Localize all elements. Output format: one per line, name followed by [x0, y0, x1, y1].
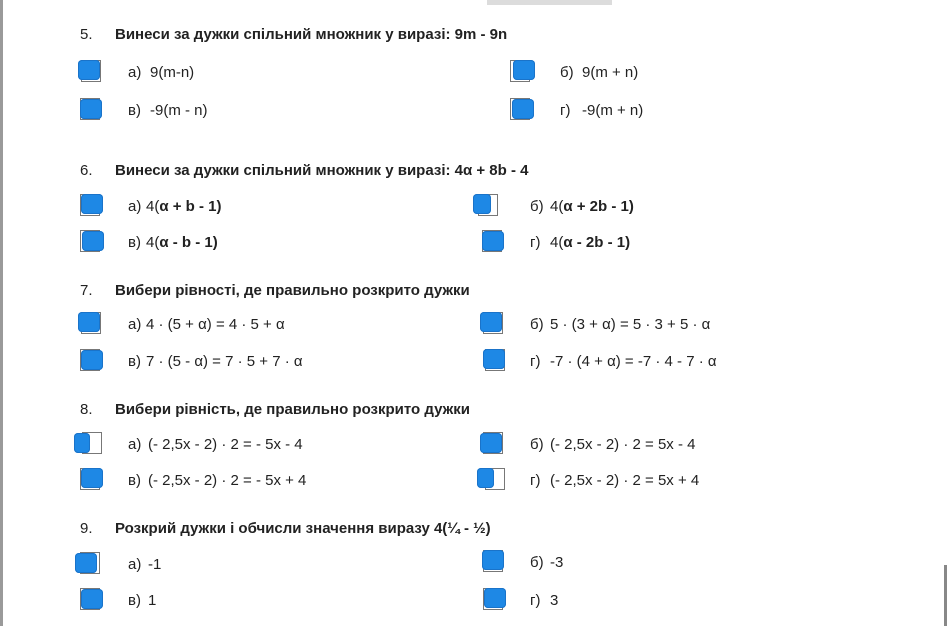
option-letter: а): [128, 556, 142, 573]
option-letter: б): [530, 554, 544, 571]
option-text: 4(α - b - 1): [146, 234, 218, 251]
checkbox-fill-icon: [81, 468, 103, 488]
question-text: Винеси за дужки спільний множник у виразі: 9m - 9n: [115, 26, 508, 43]
question-number: 5.: [80, 26, 93, 43]
option-letter: б): [560, 64, 574, 81]
option-letter: б): [530, 436, 544, 453]
checkbox-fill-icon: [81, 589, 103, 609]
option-text: 4(α + b - 1): [146, 198, 222, 215]
option-letter: а): [128, 316, 142, 333]
checkbox-fill-icon: [82, 231, 104, 251]
option-letter: в): [128, 472, 141, 489]
option-letter: в): [128, 102, 141, 119]
option-text: 4(α + 2b - 1): [550, 198, 634, 215]
option-letter: а): [128, 198, 142, 215]
question-text: Вибери рівність, де правильно розкрито дужки: [115, 401, 470, 418]
checkbox-fill-icon: [81, 350, 103, 370]
option-letter: б): [530, 198, 544, 215]
option-text: (- 2,5x - 2) · 2 = 5x + 4: [550, 472, 700, 489]
option-letter: г): [530, 353, 541, 370]
option-text: -3: [550, 554, 564, 571]
checkbox-fill-icon: [78, 312, 100, 332]
checkbox-fill-icon: [482, 231, 504, 251]
checkbox-fill-icon: [480, 433, 502, 453]
option-letter: г): [530, 472, 541, 489]
option-text: -7 · (4 + α) = -7 · 4 - 7 · α: [550, 353, 717, 370]
option-text: 4 · (5 + α) = 4 · 5 + α: [146, 316, 285, 333]
checkbox-fill-icon: [482, 550, 504, 570]
option-text: 3: [550, 592, 559, 609]
option-text: 5 · (3 + α) = 5 · 3 + 5 · α: [550, 316, 711, 333]
checkbox-fill-icon: [477, 468, 494, 488]
checkbox-fill-icon: [81, 194, 103, 214]
option-text: -1: [148, 556, 162, 573]
checkbox-fill-icon: [473, 194, 491, 214]
option-letter: б): [530, 316, 544, 333]
option-text: 4(α - 2b - 1): [550, 234, 631, 251]
question-number: 9.: [80, 520, 93, 537]
question-number: 7.: [80, 282, 93, 299]
checkbox-fill-icon: [484, 588, 506, 608]
checkbox-fill-icon: [513, 60, 535, 80]
question-text: Вибери рівності, де правильно розкрито дужки: [115, 282, 470, 299]
option-text: (- 2,5x - 2) · 2 = - 5x + 4: [148, 472, 307, 489]
checkbox-fill-icon: [80, 99, 102, 119]
page-left-border: [0, 0, 3, 626]
checkbox-fill-icon: [75, 553, 97, 573]
option-text: 9(m + n): [582, 64, 639, 81]
option-letter: в): [128, 234, 141, 251]
option-text: -9(m - n): [150, 102, 208, 119]
option-letter: в): [128, 592, 141, 609]
option-letter: а): [128, 436, 142, 453]
question-text: Розкрий дужки і обчисли значення виразу 4(¼ - ½): [115, 520, 491, 537]
checkbox-fill-icon: [512, 99, 534, 119]
option-letter: в): [128, 353, 141, 370]
option-text: 1: [148, 592, 157, 609]
option-letter: г): [530, 234, 541, 251]
option-letter: г): [530, 592, 541, 609]
option-text: (- 2,5x - 2) · 2 = 5x - 4: [550, 436, 696, 453]
option-text: 9(m-n): [150, 64, 195, 81]
top-edge-mark: [487, 0, 612, 5]
option-letter: г): [560, 102, 571, 119]
checkbox-fill-icon: [483, 349, 505, 369]
checkbox-fill-icon: [480, 312, 502, 332]
option-letter: а): [128, 64, 142, 81]
question-number: 8.: [80, 401, 93, 418]
option-text: 7 · (5 - α) = 7 · 5 + 7 · α: [146, 353, 303, 370]
checkbox-fill-icon: [78, 60, 100, 80]
option-text: (- 2,5x - 2) · 2 = - 5x - 4: [148, 436, 303, 453]
checkbox-fill-icon: [74, 433, 90, 453]
question-number: 6.: [80, 162, 93, 179]
option-text: -9(m + n): [582, 102, 644, 119]
question-text: Винеси за дужки спільний множник у виразі: 4α + 8b - 4: [115, 162, 529, 179]
